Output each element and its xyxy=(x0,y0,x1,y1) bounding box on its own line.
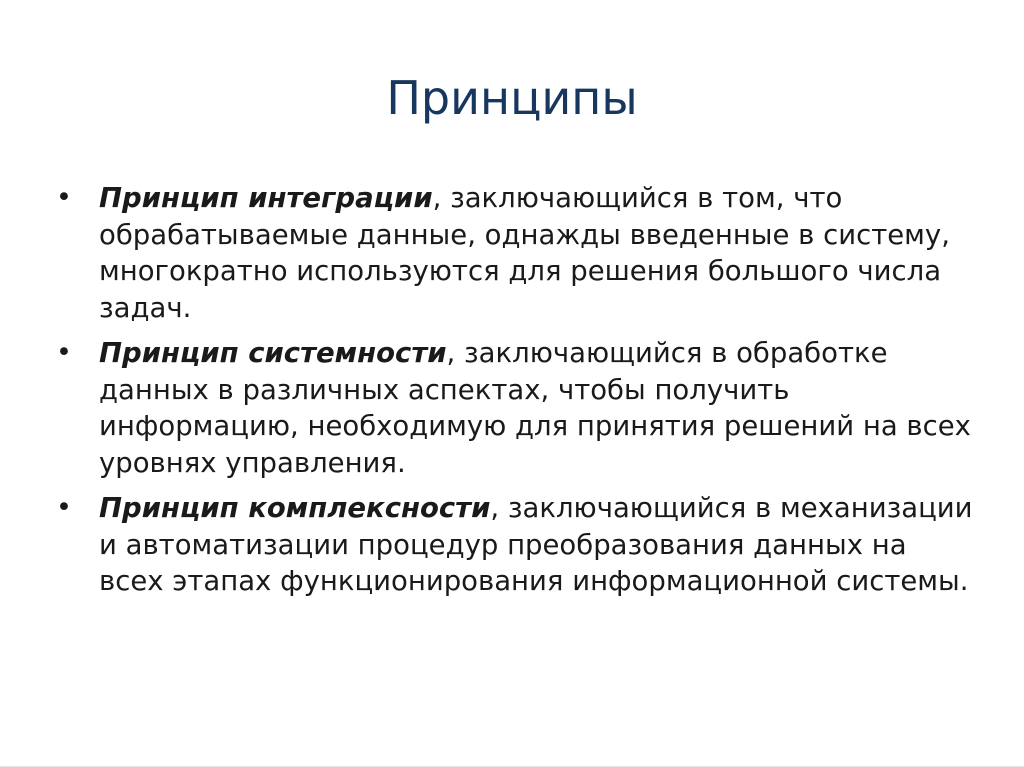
bullet-icon: • xyxy=(56,492,72,523)
bullet-item-complexity xyxy=(56,490,976,600)
principle-description: , заключающийся в обработке данных в различных аспектах, чтобы получить информацию, необходимую для принятия решений на всех уровнях управления. xyxy=(99,337,971,479)
principle-term: Принцип интеграции xyxy=(99,182,433,214)
slide-title: Принципы xyxy=(386,71,638,125)
bullet-icon: • xyxy=(56,337,72,368)
bullet-list xyxy=(56,180,976,609)
principle-term: Принцип системности xyxy=(99,337,447,369)
principle-description: , заключающийся в механизации и автоматизации процедур преобразования данных на всех этапах функционирования информационной системы. xyxy=(99,492,973,597)
bullet-item-systemness xyxy=(56,335,976,481)
principle-term: Принцип комплексности xyxy=(99,492,491,524)
bullet-icon: • xyxy=(56,182,72,213)
bullet-item-integration xyxy=(56,180,976,326)
principle-description: , заключающийся в том, что обрабатываемые данные, однажды введенные в систему, многократно используются для решения большого числа задач. xyxy=(99,182,950,324)
